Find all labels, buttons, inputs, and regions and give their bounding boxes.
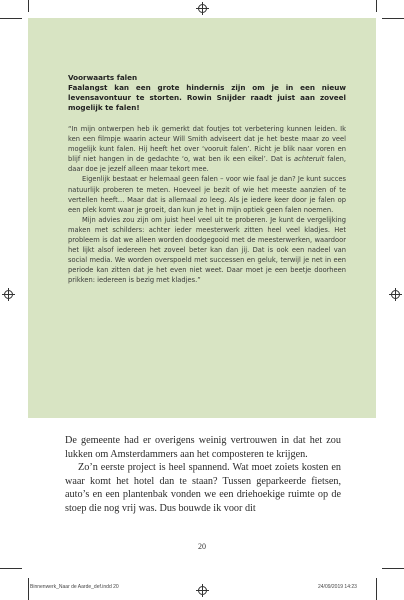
crop-mark — [28, 0, 29, 12]
crop-mark — [28, 578, 29, 600]
sidebar-title: Voorwaarts falen — [68, 73, 138, 82]
sidebar-paragraph — [68, 124, 346, 174]
slug-file: Binnenwerk_Naar de Aarde_def.indd 20 — [30, 584, 119, 590]
crop-mark — [376, 0, 377, 12]
registration-mark-icon — [198, 4, 207, 13]
body-text — [65, 434, 341, 516]
sidebar-paragraph: Mijn advies zou zijn om juist heel veel uit te proberen. Je kunt de vergelijking maken met schilders: achter ieder meesterwerk zitten heel veel kladjes. Het probleem is dat we alleen worden doodgegooid met de meesterwerken, waardoor het lijkt alsof iedereen het zoveel beter kan dan jij. Dat is ook een nadeel van social media. We worden overspoeld met successen en geluk, terwijl je net in een periode kan zitten dat je het even niet weet. Daar moet je een beetje doorheen prikken: iedereen is bezig met kladjes.” — [68, 215, 346, 285]
crop-mark — [376, 578, 377, 600]
slug-datetime: 24/09/2019 14:23 — [318, 584, 357, 590]
sidebar-box — [28, 18, 376, 418]
sidebar-lead: Faalangst kan een grote hindernis zijn om je in een nieuw levensavontuur te storten. Rowin Snijder raadt juist aan zoveel mogelijk te falen! — [68, 83, 346, 112]
registration-mark-icon — [391, 290, 400, 299]
registration-mark-icon — [4, 290, 13, 299]
sidebar-content — [68, 73, 346, 286]
registration-mark-icon — [198, 586, 207, 595]
sidebar-paragraph: Eigenlijk bestaat er helemaal geen falen – voor wie faal je dan? Je kunt succes natuurlijk proberen te meten. Hoeveel je bezit of wie het meeste aanzien of te vertellen heeft… Maar dat is allemaal zo leeg. Als je iedere keer door je falen op een plek komt waar je groeit, dan kun je het in mijn optiek geen falen noemen. — [68, 175, 346, 214]
crop-mark — [0, 568, 22, 569]
crop-mark — [382, 18, 404, 19]
sidebar-text: falen, daar doe je jezelf alleen maar tekort mee. — [68, 155, 346, 174]
body-paragraph: De gemeente had er overigens weinig vertrouwen in dat het zou lukken om Amsterdammers aan het composteren te krijgen. — [65, 435, 341, 460]
crop-mark — [382, 568, 404, 569]
body-paragraph: Zo’n eerste project is heel spannend. Wat moet zoiets kosten en waar komt het hotel dan te staan? Tussen geparkeerde fietsen, auto’s en een plantenbak vonden we een driehoekige ruimte op de stoep die nog vrij was. Dus bouwde ik voor dit — [65, 462, 341, 514]
sidebar-text: “In mijn ontwerpen heb ik gemerkt dat foutjes tot verbetering kunnen leiden. Ik ken een filmpje waarin acteur Will Smith adviseert dat je het beste maar zo veel mogelijk kunt falen. Hij heeft het over ‘vooruit falen’. Richt je blik naar voren en blijf niet hangen in de gedachte ‘o, wat ben ik een eikel’. Dat is — [68, 125, 346, 164]
sidebar-emphasis: achteruit — [294, 155, 325, 164]
page-number: 20 — [198, 542, 206, 551]
crop-mark — [0, 18, 22, 19]
